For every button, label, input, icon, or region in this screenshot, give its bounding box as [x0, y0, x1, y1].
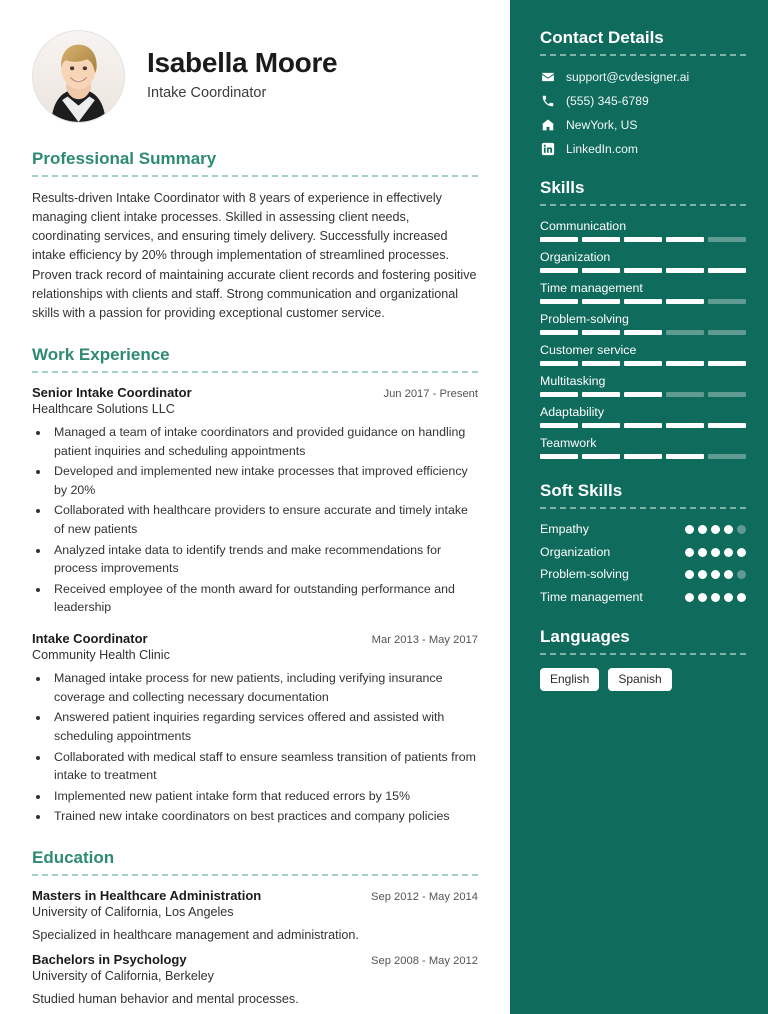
- skill-item: [540, 405, 746, 428]
- section-skills: [540, 178, 746, 459]
- skill-bar-segment: [540, 268, 578, 273]
- skill-bar-segment: [708, 361, 746, 366]
- skill-bar-segment: [582, 237, 620, 242]
- soft-skill-dot: [685, 593, 694, 602]
- skill-bar-segment: [666, 268, 704, 273]
- work-list: [32, 385, 478, 826]
- skill-label: Customer service: [540, 343, 637, 357]
- skill-bar-segment: [624, 361, 662, 366]
- skill-item: [540, 312, 746, 335]
- skill-item: [540, 219, 746, 242]
- skill-bar-segment: [582, 361, 620, 366]
- soft-skill-dot: [737, 548, 746, 557]
- list-item: • Collaborated with healthcare providers to ensure accurate and timely intake of new patients: [50, 501, 478, 538]
- envelope-icon: [540, 69, 555, 84]
- skill-label: Multitasking: [540, 374, 606, 388]
- avatar: [32, 30, 125, 123]
- skill-bar-segment: [708, 268, 746, 273]
- contact-phone-text: (555) 345-6789: [566, 93, 649, 108]
- contact-linkedin-text: LinkedIn.com: [566, 141, 638, 156]
- education-description: Specialized in healthcare management and administration.: [32, 927, 359, 942]
- skill-bar-segment: [666, 423, 704, 428]
- skill-bar-segment: [540, 361, 578, 366]
- job-bullets: [50, 423, 478, 617]
- section-heading-contact: Contact Details: [540, 28, 664, 47]
- skill-item: [540, 343, 746, 366]
- list-item: • Answered patient inquiries regarding services offered and assisted with scheduling appointments: [50, 708, 478, 745]
- degree-title: Bachelors in Psychology: [32, 951, 187, 967]
- skill-bar-segment: [540, 392, 578, 397]
- list-item: • Collaborated with medical staff to ensure seamless transition of patients from intake to treatment: [50, 748, 478, 785]
- contact-location-text: NewYork, US: [566, 117, 638, 132]
- soft-skill-dot: [724, 570, 733, 579]
- soft-skill-dot: [737, 593, 746, 602]
- skill-bar-segment: [624, 299, 662, 304]
- soft-skill-dot: [685, 525, 694, 534]
- soft-skill-dot: [711, 593, 720, 602]
- skill-bar-segment: [540, 423, 578, 428]
- skill-bar-segment: [666, 330, 704, 335]
- skill-label: Communication: [540, 219, 627, 233]
- divider: [32, 874, 478, 876]
- job-entry: [32, 631, 478, 826]
- skill-bar-segment: [708, 299, 746, 304]
- skill-bar-segment: [582, 299, 620, 304]
- skill-bar-segment: [708, 237, 746, 242]
- job-entry: [32, 385, 478, 617]
- skill-bar-segment: [708, 423, 746, 428]
- skill-bar-segment: [582, 268, 620, 273]
- soft-skill-level-dots: [685, 548, 746, 557]
- school-name: University of California, Los Angeles: [32, 904, 234, 919]
- skill-bar-segment: [540, 237, 578, 242]
- soft-skill-dot: [698, 525, 707, 534]
- skill-bar-segment: [582, 454, 620, 459]
- school-name: University of California, Berkeley: [32, 968, 214, 983]
- section-heading-summary: Professional Summary: [32, 149, 217, 168]
- divider: [540, 507, 746, 509]
- section-work-experience: [32, 345, 478, 826]
- section-contact-details: [540, 28, 746, 156]
- section-heading-work: Work Experience: [32, 344, 170, 364]
- skill-bar-segment: [624, 237, 662, 242]
- skill-bar-segment: [624, 330, 662, 335]
- skill-label: Adaptability: [540, 405, 605, 419]
- skill-bar-segment: [708, 330, 746, 335]
- skill-level-bars: [540, 299, 746, 304]
- skill-bar-segment: [624, 423, 662, 428]
- profile-photo-icon: [33, 31, 124, 122]
- language-pill: Spanish: [608, 668, 671, 691]
- skill-bar-segment: [582, 423, 620, 428]
- soft-skill-dot: [698, 548, 707, 557]
- job-header-row: [32, 631, 478, 646]
- summary-text: Results-driven Intake Coordinator with 8 years of experience in effectively managing client intake processes. Skilled in assessing client needs, coordinating services, and ensuring timely delivery. Successfully increased intake efficiency by 20% through implementation of streamlined processes. Proven track record of maintaining accurate client records and fostering positive relationships with clients and staff. Strong communication and organizational skills with a passion for providing exceptional customer service.: [32, 191, 477, 320]
- soft-skill-label: Time management: [540, 589, 643, 604]
- skill-level-bars: [540, 330, 746, 335]
- contact-item-location[interactable]: [540, 117, 746, 132]
- soft-skill-dot: [685, 548, 694, 557]
- job-header-row: [32, 385, 478, 400]
- section-heading-education: Education: [32, 847, 115, 867]
- divider: [32, 371, 478, 373]
- soft-skill-dot: [737, 525, 746, 534]
- soft-skill-item: [540, 522, 746, 538]
- job-bullets: [50, 669, 478, 826]
- soft-skill-label: Problem-solving: [540, 567, 629, 581]
- soft-skills-list: [540, 522, 746, 605]
- list-item: • Received employee of the month award for outstanding performance and leadership: [50, 580, 478, 617]
- skill-label: Organization: [540, 250, 611, 264]
- list-item: • Managed intake process for new patients, including verifying insurance coverage and collecting necessary documentation: [50, 669, 478, 706]
- sidebar: [510, 0, 768, 1014]
- divider: [540, 204, 746, 206]
- soft-skill-dot: [711, 525, 720, 534]
- skill-bar-segment: [540, 454, 578, 459]
- education-date: Sep 2008 - May 2012: [371, 954, 478, 967]
- job-organization: Healthcare Solutions LLC: [32, 401, 175, 416]
- languages-list: [540, 668, 746, 691]
- soft-skill-dot: [737, 570, 746, 579]
- linkedin-icon: [540, 141, 555, 156]
- section-heading-soft-skills: Soft Skills: [540, 481, 623, 500]
- skills-list: [540, 219, 746, 459]
- job-role-subtitle: Intake Coordinator: [147, 85, 267, 102]
- skill-label: Teamwork: [540, 436, 597, 450]
- skill-level-bars: [540, 454, 746, 459]
- skill-bar-segment: [666, 392, 704, 397]
- skill-level-bars: [540, 237, 746, 242]
- list-item: • Developed and implemented new intake processes that improved efficiency by 20%: [50, 462, 478, 499]
- job-organization: Community Health Clinic: [32, 648, 170, 663]
- job-title: Intake Coordinator: [32, 631, 148, 647]
- contact-item-phone[interactable]: [540, 93, 746, 108]
- skill-item: [540, 281, 746, 304]
- skill-bar-segment: [666, 361, 704, 366]
- soft-skill-item: [540, 567, 746, 583]
- home-icon: [540, 117, 555, 132]
- education-entry: [32, 952, 478, 1006]
- phone-icon: [540, 93, 555, 108]
- skill-bar-segment: [624, 392, 662, 397]
- divider: [540, 54, 746, 56]
- list-item: • Analyzed intake data to identify trends and make recommendations for process improvements: [50, 541, 478, 578]
- section-languages: [540, 627, 746, 691]
- skill-bar-segment: [540, 299, 578, 304]
- section-heading-skills: Skills: [540, 178, 585, 197]
- soft-skill-level-dots: [685, 525, 746, 534]
- skill-bar-segment: [624, 454, 662, 459]
- skill-label: Problem-solving: [540, 312, 629, 326]
- education-header-row: [32, 888, 478, 903]
- education-entry: [32, 888, 478, 942]
- skill-bar-segment: [666, 454, 704, 459]
- soft-skill-dot: [711, 570, 720, 579]
- contact-item-email[interactable]: [540, 69, 746, 84]
- list-item: • Trained new intake coordinators on best practices and company policies: [50, 807, 478, 826]
- skill-bar-segment: [708, 392, 746, 397]
- skill-bar-segment: [582, 392, 620, 397]
- divider: [32, 175, 478, 177]
- soft-skill-item: [540, 590, 746, 606]
- section-soft-skills: [540, 481, 746, 605]
- divider: [540, 653, 746, 655]
- skill-bar-segment: [624, 268, 662, 273]
- resume-header: [32, 30, 478, 123]
- skill-item: [540, 250, 746, 273]
- contact-email-text: support@cvdesigner.ai: [566, 69, 690, 84]
- soft-skill-dot: [698, 593, 707, 602]
- page-title: Isabella Moore: [147, 46, 338, 78]
- soft-skill-dot: [711, 548, 720, 557]
- soft-skill-dot: [724, 548, 733, 557]
- job-date: Mar 2013 - May 2017: [371, 634, 478, 647]
- list-item: • Implemented new patient intake form that reduced errors by 15%: [50, 787, 478, 806]
- skill-bar-segment: [666, 237, 704, 242]
- education-description: Studied human behavior and mental processes.: [32, 991, 299, 1006]
- education-date: Sep 2012 - May 2014: [371, 890, 478, 903]
- skill-level-bars: [540, 423, 746, 428]
- list-item: • Managed a team of intake coordinators and provided guidance on handling patient inquiries and scheduling appointments: [50, 423, 478, 460]
- language-pill: English: [540, 668, 599, 691]
- skill-level-bars: [540, 392, 746, 397]
- section-heading-languages: Languages: [540, 627, 630, 646]
- section-professional-summary: [32, 149, 478, 323]
- soft-skill-level-dots: [685, 570, 746, 579]
- degree-title: Masters in Healthcare Administration: [32, 887, 262, 903]
- skill-bar-segment: [708, 454, 746, 459]
- soft-skill-level-dots: [685, 593, 746, 602]
- soft-skill-dot: [724, 593, 733, 602]
- skill-item: [540, 436, 746, 459]
- skill-bar-segment: [540, 330, 578, 335]
- soft-skill-dot: [698, 570, 707, 579]
- contact-item-linkedin[interactable]: [540, 141, 746, 156]
- skill-bar-segment: [666, 299, 704, 304]
- skill-bar-segment: [582, 330, 620, 335]
- soft-skill-dot: [724, 525, 733, 534]
- skill-label: Time management: [540, 281, 643, 295]
- skill-item: [540, 374, 746, 397]
- name-block: [147, 48, 337, 106]
- job-date: Jun 2017 - Present: [383, 387, 478, 400]
- education-header-row: [32, 952, 478, 967]
- job-title: Senior Intake Coordinator: [32, 384, 192, 400]
- section-education: [32, 848, 478, 1006]
- soft-skill-dot: [685, 570, 694, 579]
- skill-level-bars: [540, 268, 746, 273]
- soft-skill-label: Organization: [540, 544, 611, 559]
- soft-skill-label: Empathy: [540, 522, 589, 536]
- soft-skill-item: [540, 545, 746, 561]
- skill-level-bars: [540, 361, 746, 366]
